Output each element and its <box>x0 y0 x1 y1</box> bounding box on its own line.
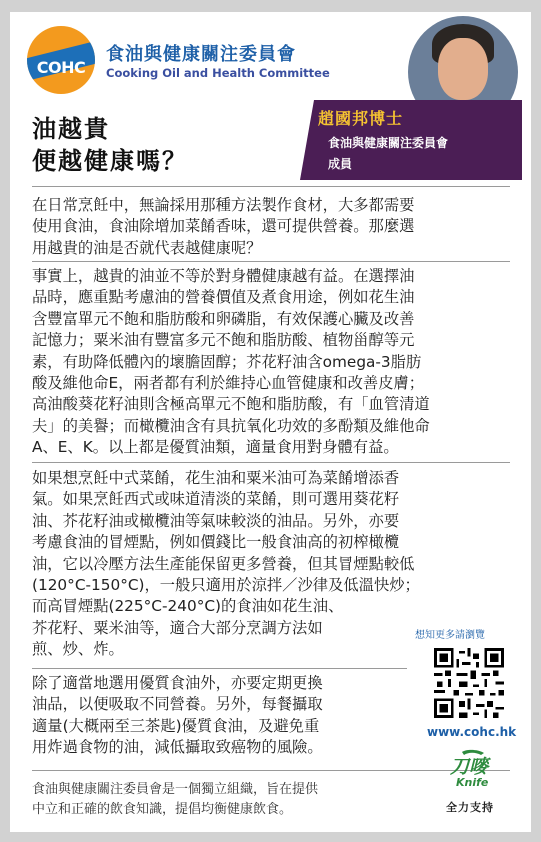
paragraph-2 <box>32 266 430 459</box>
sponsor-name-en: Knife <box>456 776 489 789</box>
paragraph-line: 用炸過食物的油，減低攝取致癌物的風險。 <box>32 738 323 757</box>
paragraph-line: 使用食油，食油除增加菜餚香味，還可提供營養。那麼選 <box>32 217 415 236</box>
paragraph-line: A、E、K。以上都是優質油類，適量食用對身體有益。 <box>32 438 399 457</box>
paragraph-line: 除了適當地選用優質食油外，亦要定期更換 <box>32 674 323 692</box>
footer-line: 中立和正確的飲食知識，提倡均衡健康飲食。 <box>32 802 293 817</box>
paragraph-3 <box>32 468 420 661</box>
paragraph-line: 煎、炒、炸。 <box>32 640 124 659</box>
paragraph-line: 油，它以冷壓方法生產能保留更多營養，但其冒煙點較低 <box>32 554 415 573</box>
author-role-line1: 食油與健康關注委員會 <box>328 136 449 150</box>
paragraph-4 <box>32 673 323 759</box>
more-info-label: 想知更多請瀏覽 <box>415 630 485 641</box>
title-line: 便越健康嗎？ <box>32 147 188 175</box>
paragraph-line: 事實上，越貴的油並不等於對身體健康越有益。在選擇油 <box>32 267 415 285</box>
org-name-en: Cooking Oil and Health Committee <box>106 66 330 80</box>
paragraph-line: 夫」的美譽；而橄欖油含有具抗氧化功效的多酚類及維他命 <box>32 416 430 435</box>
divider <box>32 186 510 187</box>
qr-code-icon[interactable] <box>434 648 504 718</box>
paragraph-line: 素，有助降低體內的壞膽固醇；芥花籽油含omega-3脂肪 <box>32 352 422 371</box>
website-link[interactable]: www.cohc.hk <box>427 725 517 739</box>
author-role-line2: 成員 <box>328 157 353 171</box>
footer-line: 食油與健康關注委員會是一個獨立組織，旨在提供 <box>32 782 319 797</box>
knife-brand-logo <box>448 749 500 789</box>
title-line: 油越貴 <box>32 115 110 143</box>
footer-note <box>32 780 318 820</box>
paragraph-line: 酸及維他命E，兩者都有利於維持心血管健康和改善皮膚； <box>32 374 425 393</box>
paragraph-line: 油、芥花籽油或橄欖油等氣味較淡的油品。另外，亦要 <box>32 511 400 530</box>
article-title <box>32 113 188 177</box>
org-name-cn: 食油與健康關注委員會 <box>106 44 296 65</box>
paragraph-line: 記憶力；粟米油有豐富多元不飽和脂肪酸、植物甾醇等元 <box>32 331 415 350</box>
logo-text: COHC <box>36 58 86 77</box>
paragraph-line: 用越貴的油是否就代表越健康呢？ <box>32 238 262 257</box>
paragraph-line: 高油酸葵花籽油則含極高單元不飽和脂肪酸，有「血管清道 <box>32 395 430 414</box>
sponsor-name-cn: 刀嘜 <box>450 756 489 778</box>
divider <box>32 462 510 463</box>
paragraph-line: 含豐富單元不飽和脂肪酸和卵磷脂，有效保護心臟及改善 <box>32 309 415 328</box>
paragraph-line: 氣。如果烹飪西式或味道清淡的菜餚，則可選用葵花籽 <box>32 490 400 509</box>
paragraph-line: (120°C-150°C)，一般只適用於涼拌／沙律及低溫快炒； <box>32 576 420 595</box>
support-label: 全力支持 <box>446 801 494 814</box>
divider <box>32 668 407 669</box>
paragraph-line: 適量(大概兩至三茶匙)優質食油，及避免重 <box>32 716 320 735</box>
paragraph-1 <box>32 195 414 259</box>
paragraph-line: 如果想烹飪中式菜餚，花生油和粟米油可為菜餚增添香 <box>32 469 400 487</box>
divider <box>32 770 510 771</box>
paragraph-line: 在日常烹飪中，無論採用那種方法製作食材，大多都需要 <box>32 196 415 214</box>
paragraph-line: 芥花籽、粟米油等，適合大部分烹調方法如 <box>32 618 323 637</box>
paragraph-line: 品時，應重點考慮油的營養價值及煮食用途，例如花生油 <box>32 288 415 307</box>
paragraph-line: 而高冒煙點(225°C-240°C)的食油如花生油、 <box>32 597 344 616</box>
divider <box>32 261 510 262</box>
paragraph-line: 考慮食油的冒煙點，例如價錢比一般食油高的初榨橄欖 <box>32 533 400 552</box>
paragraph-line: 油品，以便吸取不同營養。另外，每餐攝取 <box>32 695 323 714</box>
cohc-logo <box>27 26 95 94</box>
author-name: 趙國邦博士 <box>318 109 404 128</box>
